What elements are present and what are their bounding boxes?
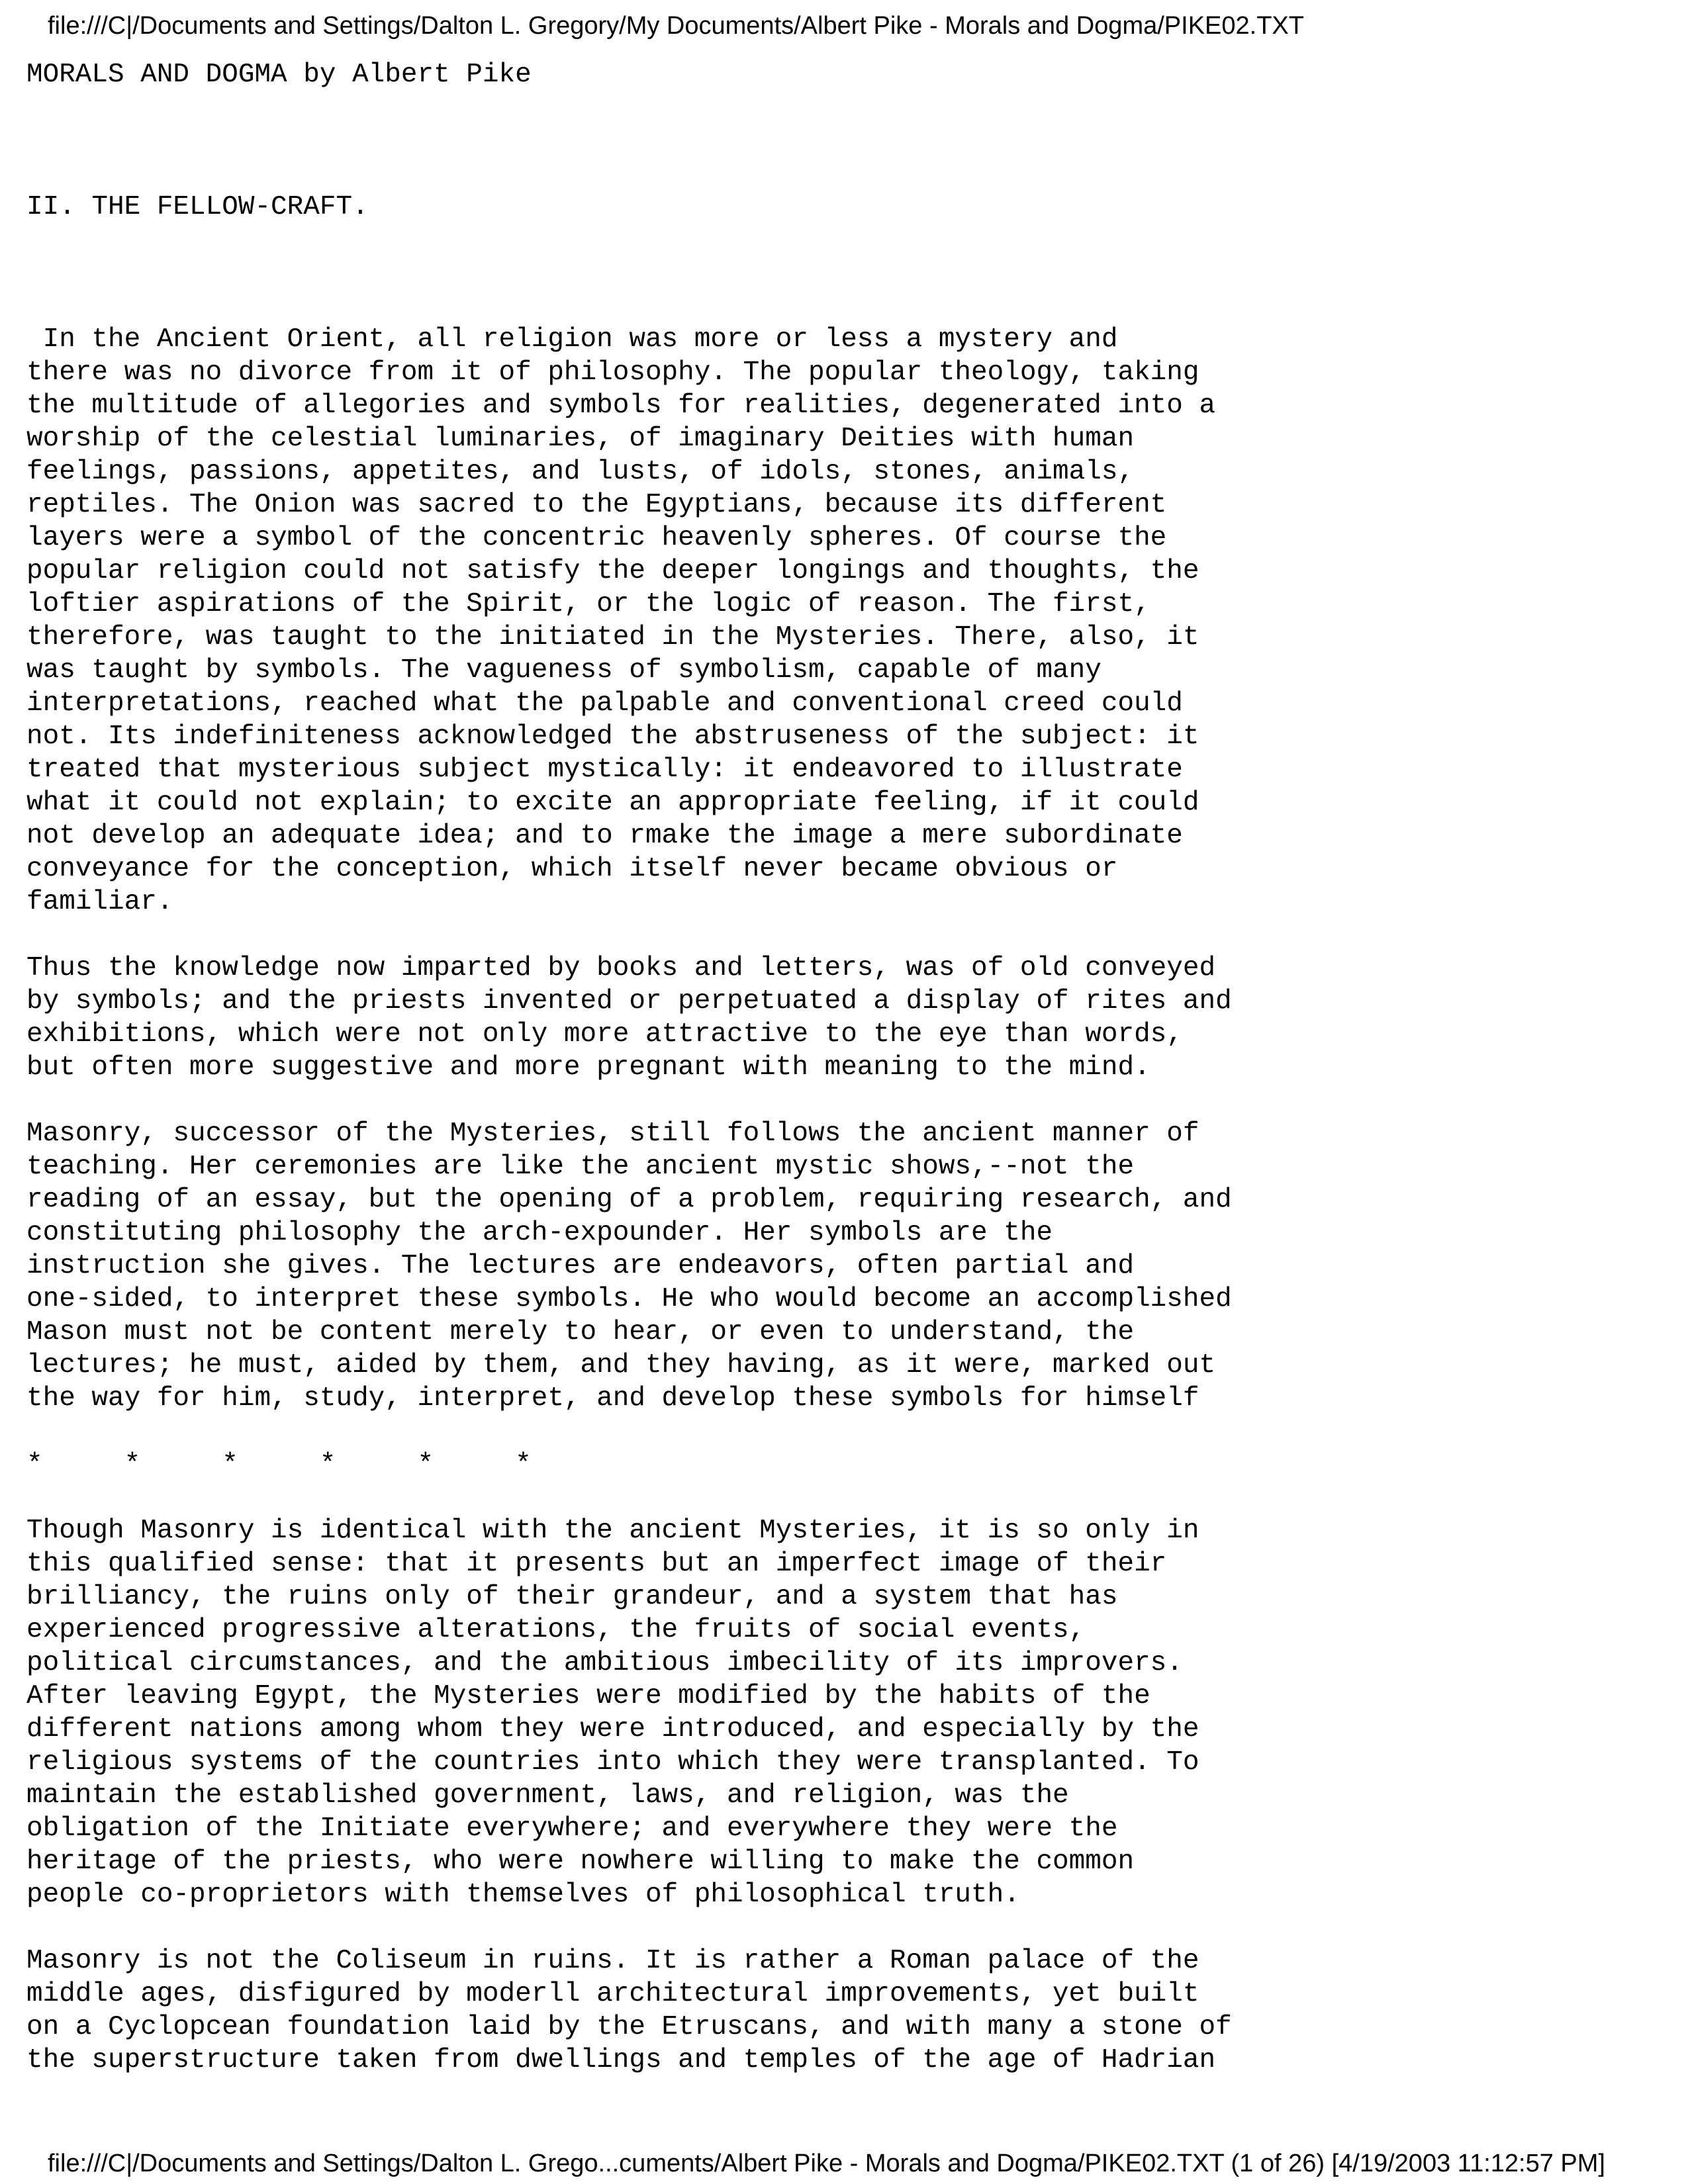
- text-line: [26, 919, 1655, 952]
- text-line: familiar.: [26, 887, 173, 917]
- text-line: not develop an adequate idea; and to rmake the image a mere subordinate: [26, 821, 1183, 851]
- text-line: therefore, was taught to the initiated in the Mysteries. There, also, it: [26, 622, 1199, 653]
- text-line: what it could not explain; to excite an appropriate feeling, if it could: [26, 788, 1199, 818]
- text-line: there was no divorce from it of philosophy. The popular theology, taking: [26, 357, 1199, 388]
- text-line: instruction she gives. The lectures are endeavors, often partial and: [26, 1251, 1135, 1281]
- text-line: After leaving Egypt, the Mysteries were modified by the habits of the: [26, 1681, 1150, 1711]
- text-line: conveyance for the conception, which itself never became obvious or: [26, 854, 1118, 884]
- text-line: [26, 91, 1655, 124]
- text-line: religious systems of the countries into which they were transplanted. To: [26, 1747, 1199, 1778]
- print-footer: file:///C|/Documents and Settings/Dalton L. Grego...cuments/Albert Pike - Morals and Dogma/PIKE02.TXT (1 of 26) [4/19/2003 11:12:57 PM]: [48, 2150, 1605, 2177]
- text-line: MORALS AND DOGMA by Albert Pike: [26, 60, 532, 90]
- text-line: [26, 158, 1655, 191]
- text-line: [26, 290, 1655, 323]
- text-line: loftier aspirations of the Spirit, or the logic of reason. The first,: [26, 589, 1150, 619]
- text-line: obligation of the Initiate everywhere; and everywhere they were the: [26, 1813, 1118, 1844]
- text-line: [26, 1481, 1655, 1514]
- text-line: lectures; he must, aided by them, and they having, as it were, marked out: [26, 1350, 1216, 1381]
- text-line: one-sided, to interpret these symbols. He who would become an accomplished: [26, 1284, 1232, 1314]
- text-line: Mason must not be content merely to hear, or even to understand, the: [26, 1317, 1135, 1347]
- text-line: Masonry, successor of the Mysteries, still follows the ancient manner of: [26, 1118, 1199, 1149]
- text-line: people co-proprietors with themselves of philosophical truth.: [26, 1880, 1020, 1910]
- text-line: heritage of the priests, who were nowhere willing to make the common: [26, 1846, 1135, 1877]
- text-line: [26, 1415, 1655, 1448]
- text-line: [26, 1911, 1655, 1944]
- text-line: exhibitions, which were not only more attractive to the eye than words,: [26, 1019, 1183, 1050]
- text-line: [26, 124, 1655, 158]
- text-line: by symbols; and the priests invented or perpetuated a display of rites and: [26, 986, 1232, 1017]
- text-line: middle ages, disfigured by moderll architectural improvements, yet built: [26, 1979, 1199, 2009]
- text-line: Though Masonry is identical with the ancient Mysteries, it is so only in: [26, 1516, 1199, 1546]
- text-line: different nations among whom they were introduced, and especially by the: [26, 1714, 1199, 1745]
- text-line: interpretations, reached what the palpable and conventional creed could: [26, 688, 1183, 719]
- text-line: political circumstances, and the ambitious imbecility of its improvers.: [26, 1648, 1183, 1678]
- text-line: experienced progressive alterations, the fruits of social events,: [26, 1615, 1086, 1645]
- text-line: [26, 1084, 1655, 1117]
- text-line: the way for him, study, interpret, and develop these symbols for himself: [26, 1383, 1199, 1414]
- text-line: this qualified sense: that it presents but an imperfect image of their: [26, 1549, 1167, 1579]
- text-line: [26, 224, 1655, 257]
- text-line: the multitude of allegories and symbols for realities, degenerated into a: [26, 390, 1216, 421]
- text-line: feelings, passions, appetites, and lusts, of idols, stones, animals,: [26, 457, 1135, 487]
- text-line: reptiles. The Onion was sacred to the Egyptians, because its different: [26, 490, 1167, 520]
- text-line: teaching. Her ceremonies are like the ancient mystic shows,--not the: [26, 1152, 1135, 1182]
- text-line: treated that mysterious subject mystically: it endeavored to illustrate: [26, 754, 1183, 785]
- text-line: reading of an essay, but the opening of a problem, requiring research, and: [26, 1185, 1232, 1215]
- text-line: Thus the knowledge now imparted by books and letters, was of old conveyed: [26, 953, 1216, 983]
- text-line: brilliancy, the ruins only of their grandeur, and a system that has: [26, 1582, 1118, 1612]
- text-line: not. Its indefiniteness acknowledged the abstruseness of the subject: it: [26, 721, 1199, 752]
- text-line: the superstructure taken from dwellings and temples of the age of Hadrian: [26, 2045, 1216, 2075]
- text-line: [26, 257, 1655, 290]
- text-line: II. THE FELLOW-CRAFT.: [26, 192, 369, 222]
- text-line: popular religion could not satisfy the deeper longings and thoughts, the: [26, 556, 1199, 586]
- text-line: maintain the established government, laws, and religion, was the: [26, 1780, 1069, 1811]
- text-line: worship of the celestial luminaries, of imaginary Deities with human: [26, 424, 1135, 454]
- print-header-url: file:///C|/Documents and Settings/Dalton L. Gregory/My Documents/Albert Pike - Morals and Dogma/PIKE02.TXT: [48, 12, 1304, 40]
- text-line: but often more suggestive and more pregnant with meaning to the mind.: [26, 1052, 1150, 1083]
- document-text: [26, 58, 1655, 2077]
- text-line: * * * * * *: [26, 1449, 532, 1480]
- text-line: constituting philosophy the arch-expounder. Her symbols are the: [26, 1218, 1053, 1248]
- text-line: was taught by symbols. The vagueness of symbolism, capable of many: [26, 655, 1102, 686]
- text-line: In the Ancient Orient, all religion was more or less a mystery and: [26, 324, 1118, 355]
- text-line: on a Cyclopcean foundation laid by the Etruscans, and with many a stone of: [26, 2012, 1232, 2042]
- text-line: layers were a symbol of the concentric heavenly spheres. Of course the: [26, 523, 1167, 553]
- text-line: Masonry is not the Coliseum in ruins. It is rather a Roman palace of the: [26, 1946, 1199, 1976]
